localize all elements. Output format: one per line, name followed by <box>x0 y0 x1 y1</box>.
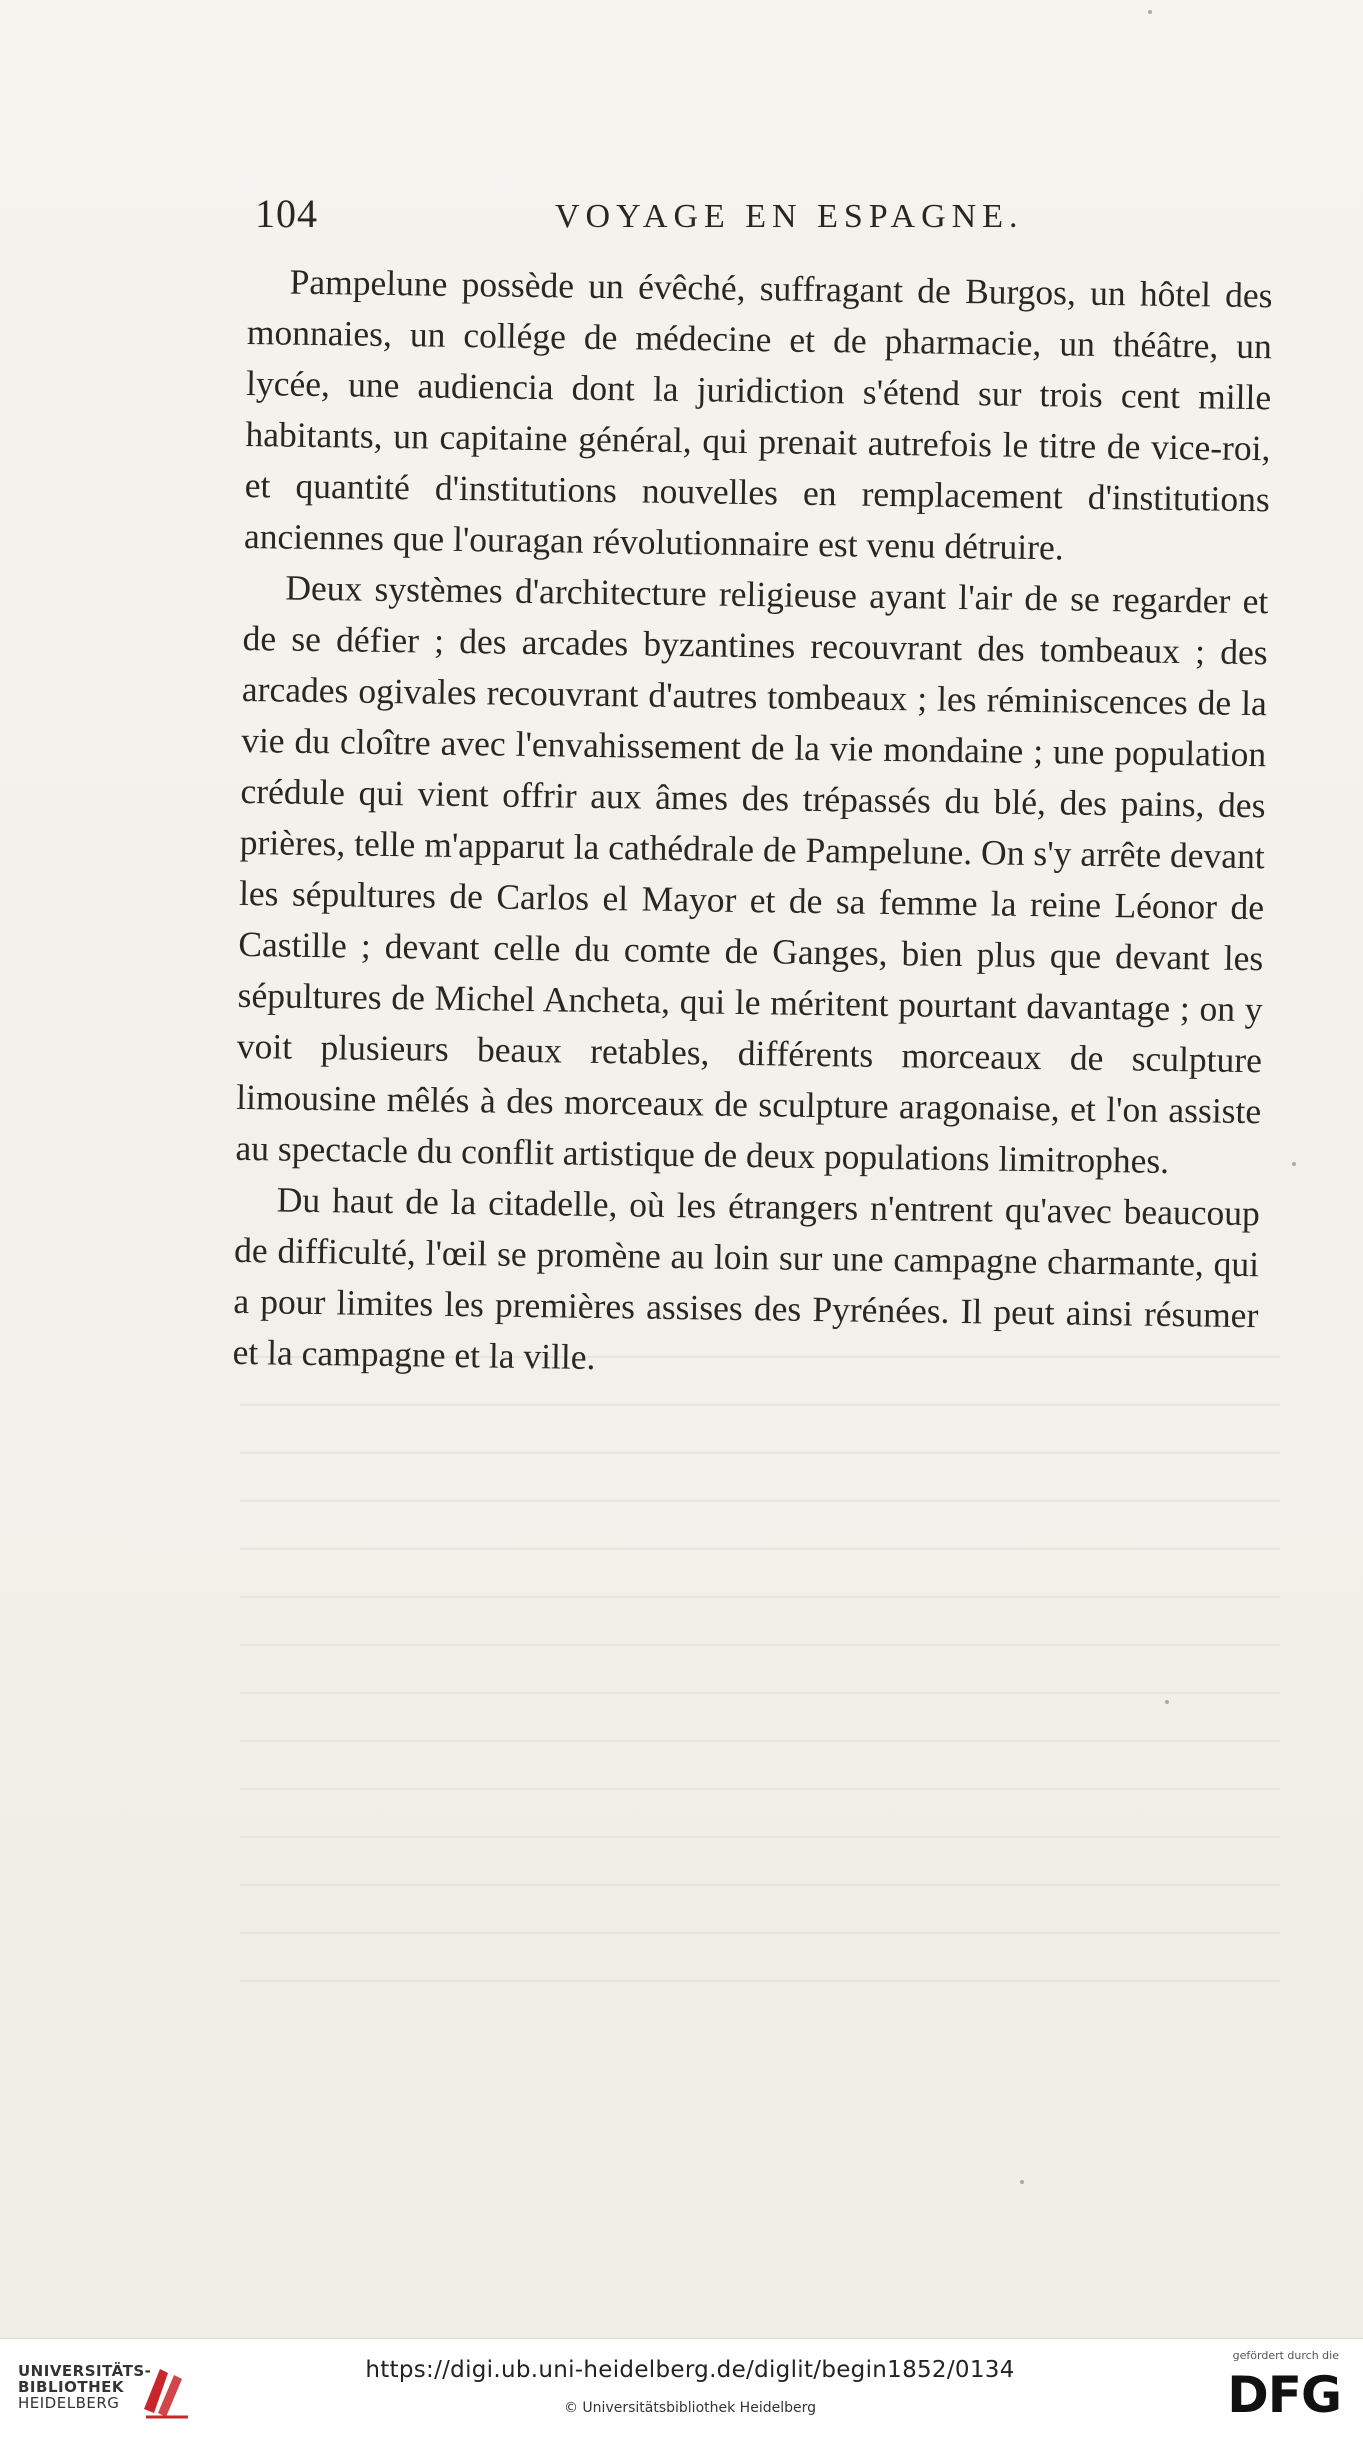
paper-speck <box>1292 1162 1296 1166</box>
paper-speck <box>1148 10 1152 14</box>
paper-speck <box>1165 1700 1169 1704</box>
paragraph-1: Pampelune possède un évêché, suffragant de Burgos, un hôtel des monnaies, un collége de médecine et de pharmacie, un théâtre, un lycée, une audiencia dont la juridiction s'étend sur trois cent mille habitants, un capitaine général, qui prenait autrefois le titre de vice-roi, et quantité d'institutions nouvelles en remplacement d'institutions anciennes que l'ouragan révolutionnaire est venu détruire. <box>243 261 1273 568</box>
running-head <box>255 190 1275 250</box>
show-through-bleed <box>240 1310 1280 2030</box>
copyright-notice: © Universitätsbibliothek Heidelberg <box>563 2400 816 2416</box>
viewer-footer <box>0 2338 1363 2438</box>
library-logo-icon <box>138 2361 194 2421</box>
library-logo[interactable] <box>18 2359 198 2421</box>
body-text <box>232 256 1273 1392</box>
library-name-line2: BIBLIOTHEK <box>18 2378 124 2396</box>
library-name-line3: HEIDELBERG <box>18 2394 120 2412</box>
paper-speck <box>1020 2180 1024 2184</box>
library-name-line1: UNIVERSITÄTS- <box>18 2362 152 2380</box>
paragraph-2: Deux systèmes d'architecture religieuse ayant l'air de se regarder et de se défier ; des arcades byzantines recouvrant des tombeaux ; des arcades ogivales recouvrant d'autres tombeaux ; les réminiscences de la vie du cloître avec l'envahissement de la vie mondaine ; une population crédule qui vient offrir aux âmes des trépassés du blé, des pains, des prières, telle m'apparut la cathédrale de Pampelune. On s'y arrête devant les sépultures de Carlos el Mayor et de sa femme la reine Léonor de Castille ; devant celle du comte de Ganges, bien plus que devant les sépultures de Michel Ancheta, qui le méritent pourtant davantage ; on y voit plusieurs beaux retables, différents morceaux de sculpture limousine mêlés à des morceaux de sculpture aragonaise, et l'on assiste au spectacle du conflit artistique de deux populations limitrophes. <box>235 567 1269 1181</box>
dfg-logo[interactable]: DFG <box>1227 2366 1341 2424</box>
running-title: VOYAGE EN ESPAGNE. <box>555 198 1024 235</box>
funding-note: gefördert durch die <box>1232 2349 1339 2362</box>
paragraph-3: Du haut de la citadelle, où les étrangers n'entrent qu'avec beaucoup de difficulté, l'œil se promène au loin sur une campagne charmante, qui a pour limites les premières assises des Pyrénées. Il peut ainsi résumer et la campagne et la ville. <box>232 1179 1261 1377</box>
page-number: 104 <box>255 191 318 236</box>
permalink-url[interactable]: https://digi.ub.uni-heidelberg.de/diglit/begin1852/0134 <box>365 2357 1015 2383</box>
